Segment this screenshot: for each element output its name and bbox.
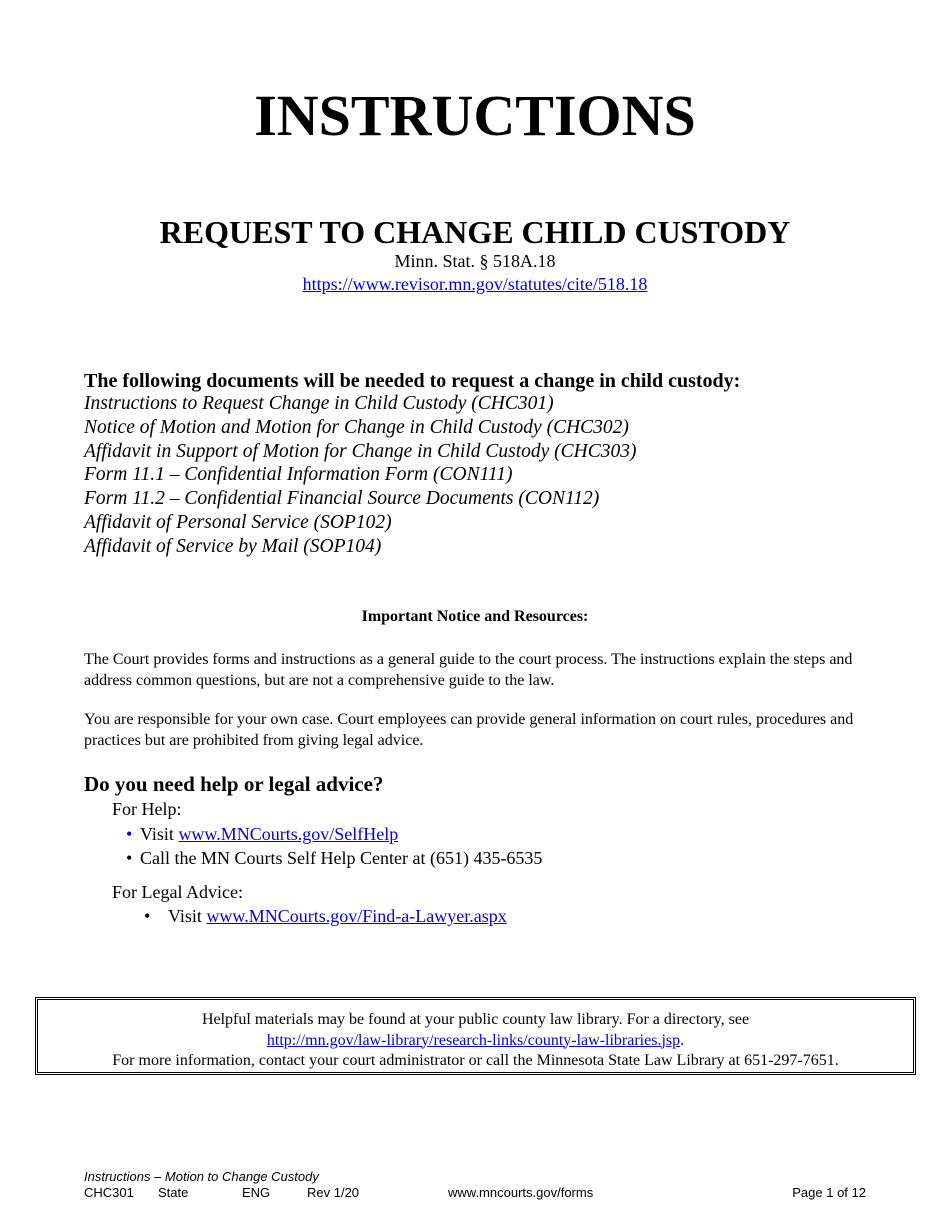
legal-bullet-lawyer bbox=[144, 905, 507, 927]
document-item: Instructions to Request Change in Child Custody (CHC301) bbox=[84, 393, 554, 414]
find-lawyer-link[interactable]: www.MNCourts.gov/Find-a-Lawyer.aspx bbox=[206, 906, 507, 926]
for-legal-label: For Legal Advice: bbox=[112, 882, 243, 902]
page-title: INSTRUCTIONS bbox=[254, 83, 696, 148]
bullet-icon: • bbox=[126, 848, 133, 868]
document-item: Notice of Motion and Motion for Change in Child Custody (CHC302) bbox=[84, 416, 629, 438]
footer-state: State bbox=[158, 1185, 189, 1200]
statute-citation: Minn. Stat. § 518A.18 bbox=[394, 251, 556, 271]
notice-heading: Important Notice and Resources: bbox=[361, 608, 589, 625]
library-link-row bbox=[38, 1031, 913, 1052]
footer-title: Instructions – Motion to Change Custody bbox=[84, 1169, 319, 1184]
form-subtitle: REQUEST TO CHANGE CHILD CUSTODY bbox=[159, 214, 791, 250]
notice-paragraph-responsibility: You are responsible for your own case. Court employees can provide general information on court rules, procedures and practices but are prohibited from giving legal advice. bbox=[84, 711, 854, 749]
library-text-line: Helpful materials may be found at your public county law library. For a directory, see bbox=[201, 1011, 750, 1028]
documents-heading: The following documents will be needed to request a change in child custody: bbox=[84, 370, 741, 392]
document-item: Form 11.1 – Confidential Information Form (CON111) bbox=[84, 464, 513, 486]
county-law-libraries-link[interactable]: http://mn.gov/law-library/research-links/county-law-libraries.jsp bbox=[266, 1031, 681, 1049]
footer-url: www.mncourts.gov/forms bbox=[448, 1185, 594, 1200]
library-info-box bbox=[35, 997, 916, 1075]
bullet-icon: • bbox=[126, 824, 133, 844]
help-heading: Do you need help or legal advice? bbox=[84, 772, 384, 796]
documents-list bbox=[84, 392, 637, 559]
visit-prefix: Visit bbox=[140, 824, 179, 844]
document-item: Affidavit of Service by Mail (SOP104) bbox=[84, 535, 382, 557]
statute-link-row bbox=[0, 273, 950, 295]
footer-meta-row bbox=[84, 1185, 874, 1201]
footer-revision: Rev 1/20 bbox=[307, 1185, 360, 1200]
notice-paragraph-guide: The Court provides forms and instructions as a general guide to the court process. The instructions explain the steps and address common questions, but are not a comprehensive guide to the law. bbox=[84, 651, 853, 689]
bullet-icon: • bbox=[144, 906, 151, 926]
footer-form-code: CHC301 bbox=[84, 1185, 134, 1200]
statute-link[interactable]: https://www.revisor.mn.gov/statutes/cite/518.18 bbox=[302, 274, 648, 294]
self-help-link[interactable]: www.MNCourts.gov/SelfHelp bbox=[178, 824, 399, 844]
help-bullet-self-help bbox=[126, 823, 398, 845]
link-suffix: . bbox=[680, 1031, 685, 1049]
page-footer bbox=[84, 1169, 874, 1201]
help-bullet-call bbox=[126, 847, 542, 869]
library-contact-line: For more information, contact your court administrator or call the Minnesota State Law Library at 651-297-7651. bbox=[112, 1052, 839, 1069]
document-item: Affidavit of Personal Service (SOP102) bbox=[84, 511, 392, 533]
footer-page-number: Page 1 of 12 bbox=[792, 1185, 866, 1200]
footer-language: ENG bbox=[242, 1185, 271, 1200]
document-item: Affidavit in Support of Motion for Change in Child Custody (CHC303) bbox=[84, 440, 637, 462]
for-help-label: For Help: bbox=[112, 799, 182, 819]
call-text: Call the MN Courts Self Help Center at (651) 435-6535 bbox=[140, 848, 543, 868]
legal-visit-prefix: Visit bbox=[168, 906, 207, 926]
document-item: Form 11.2 – Confidential Financial Source Documents (CON112) bbox=[84, 488, 600, 510]
